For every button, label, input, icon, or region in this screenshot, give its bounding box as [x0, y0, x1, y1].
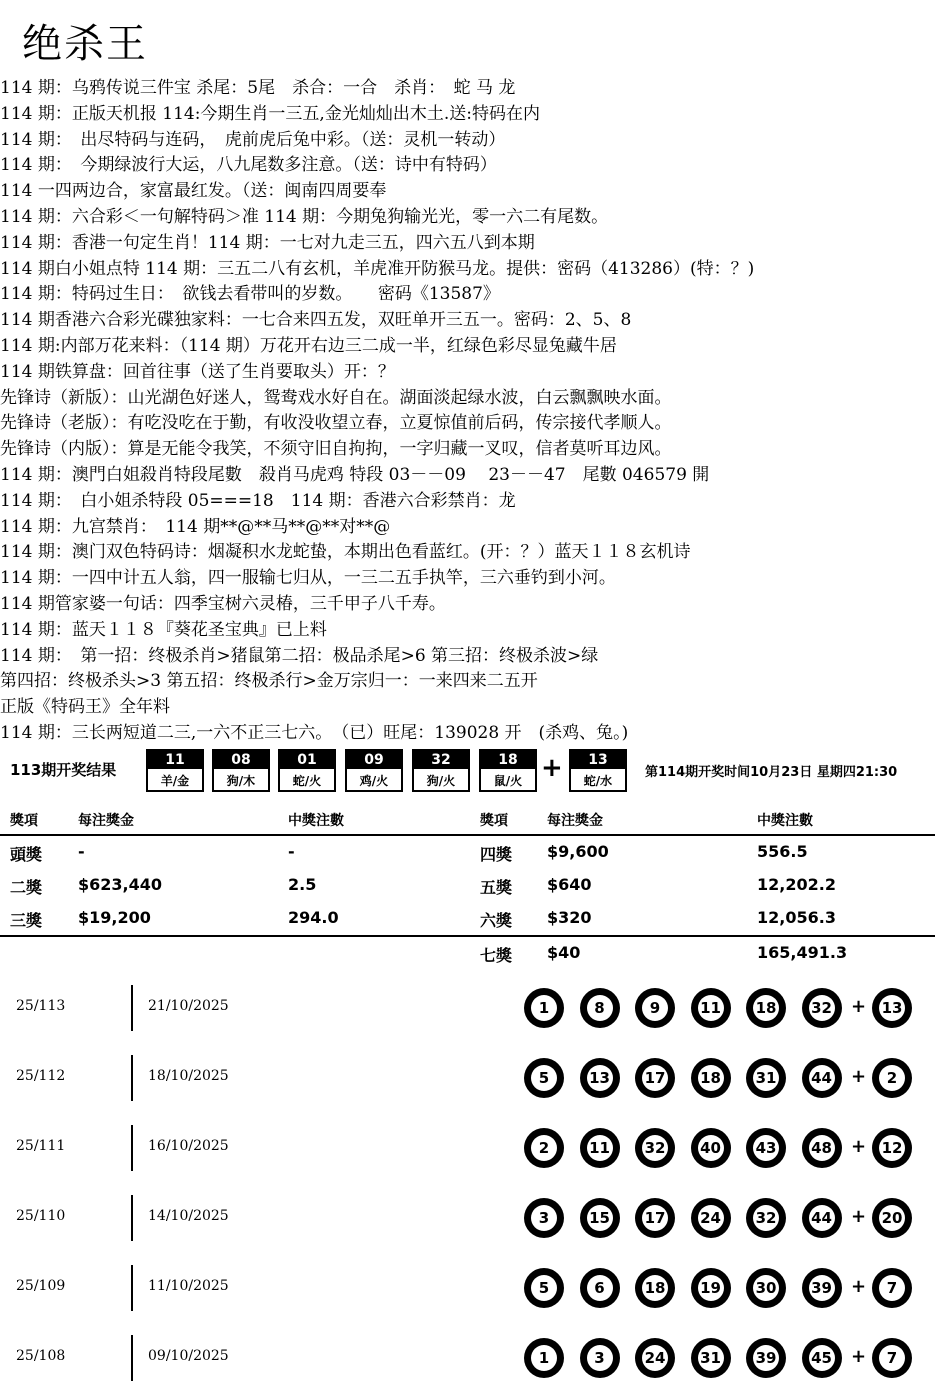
number-ball	[524, 1128, 564, 1168]
header-winners: 中獎注數	[288, 813, 344, 829]
plus-sign: +	[851, 1206, 867, 1227]
draw-ball	[212, 749, 270, 792]
prediction-line: 先锋诗（内版）：算是无能令我笑，不须守旧自拘拘，一字归藏一叉叹，信者莫听耳边风。	[0, 439, 672, 460]
ball-number: 39	[753, 1345, 779, 1371]
ball-number: 5	[531, 1275, 557, 1301]
ball-number: 8	[587, 995, 613, 1021]
prize-winners: 12,202.2	[757, 875, 836, 894]
draw-ball-zodiac: 狗/木	[214, 769, 268, 792]
draw-ball-zodiac: 羊/金	[148, 769, 202, 792]
ball-number: 30	[753, 1275, 779, 1301]
prize-amount: $9,600	[547, 842, 609, 861]
prize-name: 五獎	[480, 878, 513, 897]
draw-ball-number: 09	[347, 751, 401, 769]
plus-sign: +	[851, 996, 867, 1017]
draw-history	[0, 973, 935, 1393]
ball-number: 18	[642, 1275, 668, 1301]
history-row	[0, 1113, 935, 1183]
draw-ball-number: 18	[481, 751, 535, 769]
history-date: 14/10/2025	[148, 1208, 229, 1224]
header-winners: 中獎注數	[757, 813, 813, 829]
number-ball	[524, 988, 564, 1028]
prize-winners: 2.5	[288, 875, 317, 894]
prize-amount: $19,200	[78, 908, 151, 927]
ball-number: 2	[531, 1135, 557, 1161]
draw-ball	[278, 749, 336, 792]
draw-ball	[345, 749, 403, 792]
column-divider	[131, 1055, 133, 1101]
prediction-line: 114 期：香港一句定生肖！114 期：一七对九走三五，四六五八到本期	[0, 232, 535, 253]
next-draw-time: 第114期开奖时间10月23日 星期四21:30	[645, 765, 898, 780]
number-ball	[524, 1198, 564, 1238]
draw-ball-zodiac: 蛇/水	[571, 769, 625, 792]
ball-number: 32	[753, 1205, 779, 1231]
history-period: 25/111	[16, 1138, 66, 1154]
ball-number: 3	[587, 1345, 613, 1371]
prize-name: 頭獎	[10, 845, 43, 864]
prize-name: 四獎	[480, 845, 513, 864]
number-ball	[635, 1058, 675, 1098]
number-ball	[580, 1128, 620, 1168]
table-row	[0, 836, 935, 869]
ball-number: 45	[809, 1345, 835, 1371]
draw-ball-zodiac: 鸡/火	[347, 769, 401, 792]
prediction-line: 114 期：三长两短道二三,一六不正三七六。 （已）旺尾：139028 开 (杀鸡、兔。)	[0, 722, 629, 743]
history-date: 18/10/2025	[148, 1068, 229, 1084]
prediction-line: 114 期： 白小姐杀特段 05===18 114 期：香港六合彩禁肖：龙	[0, 490, 516, 511]
prediction-line: 114 期： 出尽特码与连码， 虎前虎后兔中彩。（送：灵机一转动）	[0, 129, 506, 150]
number-ball	[802, 1338, 842, 1378]
number-ball	[746, 1338, 786, 1378]
history-row	[0, 1043, 935, 1113]
plus-sign: +	[851, 1346, 867, 1367]
draw-label: 113期开奖结果	[10, 761, 117, 779]
ball-number: 9	[642, 995, 668, 1021]
number-ball	[691, 1198, 731, 1238]
prize-name: 六獎	[480, 911, 513, 930]
prediction-line: 114 期：九宫禁肖： 114 期**@**马**@**对**@	[0, 516, 391, 537]
number-ball	[635, 1198, 675, 1238]
prediction-line: 114 期白小姐点特 114 期：三五二八有玄机，羊虎准开防猴马龙。提供：密码（413286）(特：？)	[0, 258, 755, 279]
prediction-line: 114 期：澳門白姐殺肖特段尾數 殺肖马虎鸡 特段 03－－09 23－－47 尾數 046579 開	[0, 464, 710, 485]
history-period: 25/110	[16, 1208, 66, 1224]
ball-number: 24	[698, 1205, 724, 1231]
prize-name: 七獎	[480, 946, 513, 965]
number-ball	[746, 1198, 786, 1238]
table-row	[0, 869, 935, 902]
history-period: 25/108	[16, 1348, 66, 1364]
prize-name: 三獎	[10, 911, 43, 930]
ball-number: 17	[642, 1065, 668, 1091]
number-ball	[580, 1058, 620, 1098]
number-ball	[691, 1058, 731, 1098]
ball-number: 19	[698, 1275, 724, 1301]
number-ball	[635, 1338, 675, 1378]
column-divider	[131, 985, 133, 1031]
ball-number: 18	[753, 995, 779, 1021]
plus-sign: +	[851, 1136, 867, 1157]
draw-ball-number: 01	[280, 751, 334, 769]
number-ball	[524, 1268, 564, 1308]
prediction-line: 114 期：六合彩＜一句解特码＞准 114 期：今期兔狗输光光，零一六二有尾数。	[0, 206, 609, 227]
history-date: 09/10/2025	[148, 1348, 229, 1364]
special-ball	[872, 1198, 912, 1238]
draw-ball-zodiac: 鼠/火	[481, 769, 535, 792]
prediction-line: 114 期： 第一招：终极杀肖>猪鼠第二招：极品杀尾>6 第三招：终极杀波>绿	[0, 645, 599, 666]
prize-amount: $623,440	[78, 875, 163, 894]
ball-number: 20	[879, 1205, 905, 1231]
ball-number: 12	[879, 1135, 905, 1161]
prediction-line: 114 期：乌鸦传说三件宝 杀尾：5尾 杀合：一合 杀肖： 蛇 马 龙	[0, 78, 516, 98]
ball-number: 1	[531, 995, 557, 1021]
draw-ball	[146, 749, 204, 792]
ball-number: 18	[698, 1065, 724, 1091]
header-amount: 每注獎金	[547, 813, 603, 829]
number-ball	[746, 988, 786, 1028]
header-prize: 獎項	[10, 813, 38, 829]
special-ball	[872, 1268, 912, 1308]
history-row	[0, 973, 935, 1043]
history-period: 25/112	[16, 1068, 66, 1084]
history-row	[0, 1323, 935, 1393]
number-ball	[524, 1058, 564, 1098]
column-divider	[131, 1125, 133, 1171]
prediction-line: 114 期管家婆一句话：四季宝树六灵椿，三千甲子八千寿。	[0, 593, 446, 614]
ball-number: 48	[809, 1135, 835, 1161]
ball-number: 1	[531, 1345, 557, 1371]
table-row	[0, 937, 935, 970]
history-date: 11/10/2025	[148, 1278, 229, 1294]
prize-amount: $40	[547, 943, 581, 962]
history-date: 21/10/2025	[148, 998, 229, 1014]
prize-amount: $320	[547, 908, 592, 927]
draw-ball-number: 08	[214, 751, 268, 769]
ball-number: 39	[809, 1275, 835, 1301]
header-amount: 每注獎金	[78, 813, 134, 829]
draw-ball-zodiac: 蛇/火	[280, 769, 334, 792]
ball-number: 2	[879, 1065, 905, 1091]
draw-ball-number: 11	[148, 751, 202, 769]
ball-number: 6	[587, 1275, 613, 1301]
draw-ball-zodiac: 狗/火	[414, 769, 468, 792]
history-period: 25/113	[16, 998, 66, 1014]
prize-winners: 294.0	[288, 908, 339, 927]
number-ball	[802, 1128, 842, 1168]
ball-number: 13	[587, 1065, 613, 1091]
prize-name: 二獎	[10, 878, 43, 897]
special-ball	[872, 1058, 912, 1098]
prediction-line: 114 期：特码过生日： 欲钱去看带叫的岁数。 密码《13587》	[0, 284, 500, 305]
column-divider	[131, 1195, 133, 1241]
number-ball	[746, 1058, 786, 1098]
ball-number: 11	[587, 1135, 613, 1161]
prediction-line: 114 期：正版天机报 114:今期生肖一三五,金光灿灿出木土.送:特码在内	[0, 103, 540, 124]
ball-number: 7	[879, 1345, 905, 1371]
number-ball	[691, 1268, 731, 1308]
plus-sign: +	[851, 1276, 867, 1297]
number-ball	[635, 1268, 675, 1308]
column-divider	[131, 1335, 133, 1381]
prediction-line: 114 期：蓝天１１８『葵花圣宝典』已上料	[0, 619, 327, 640]
plus-sign: +	[851, 1066, 867, 1087]
page-title: 绝杀王	[22, 21, 148, 67]
prediction-line: 114 一四两边合，家富最红发。（送：闽南四周要奉	[0, 181, 387, 202]
number-ball	[580, 1198, 620, 1238]
prize-winners: -	[288, 842, 295, 861]
number-ball	[746, 1268, 786, 1308]
ball-number: 3	[531, 1205, 557, 1231]
ball-number: 40	[698, 1135, 724, 1161]
draw-ball	[479, 749, 537, 792]
prize-table	[0, 806, 935, 970]
draw-ball	[412, 749, 470, 792]
ball-number: 5	[531, 1065, 557, 1091]
ball-number: 11	[698, 995, 724, 1021]
number-ball	[691, 1128, 731, 1168]
prize-table-header	[0, 806, 935, 836]
prediction-line: 第四招：终极杀头>3 第五招：终极杀行>金万宗归一：一来四来二五开	[0, 671, 538, 692]
prediction-line: 114 期:内部万花来料：（114 期）万花开右边三二成一半，红绿色彩尽显兔藏牛居	[0, 335, 617, 356]
number-ball	[580, 1338, 620, 1378]
number-ball	[635, 988, 675, 1028]
ball-number: 44	[809, 1065, 835, 1091]
number-ball	[524, 1338, 564, 1378]
plus-sign: +	[541, 753, 563, 783]
number-ball	[802, 1198, 842, 1238]
prediction-lines	[0, 76, 935, 747]
draw-ball-number: 32	[414, 751, 468, 769]
prediction-line: 114 期香港六合彩光碟独家料：一七合来四五发，双旺单开三五一。密码：2、5、8	[0, 310, 632, 331]
column-divider	[131, 1265, 133, 1311]
special-ball	[872, 988, 912, 1028]
prize-winners: 165,491.3	[757, 943, 848, 962]
ball-number: 31	[698, 1345, 724, 1371]
prediction-line: 先锋诗（老版）：有吃没吃在于勤，有收没收望立春，立夏惊值前后码，传宗接代孝顺人。	[0, 413, 672, 434]
draw-result-strip	[0, 747, 935, 795]
history-date: 16/10/2025	[148, 1138, 229, 1154]
prize-amount: -	[78, 842, 85, 861]
number-ball	[635, 1128, 675, 1168]
prediction-line: 先锋诗（新版）：山光湖色好迷人，鸳鸯戏水好自在。湖面淡起绿水波，白云飘飘映水面。	[0, 387, 672, 408]
header-prize: 獎項	[480, 813, 508, 829]
prediction-line: 114 期铁算盘：回首往事（送了生肖要取头）开：？	[0, 361, 395, 382]
ball-number: 17	[642, 1205, 668, 1231]
number-ball	[746, 1128, 786, 1168]
ball-number: 24	[642, 1345, 668, 1371]
ball-number: 13	[879, 995, 905, 1021]
prediction-line: 正版《特码王》全年料	[0, 697, 170, 718]
number-ball	[580, 1268, 620, 1308]
prize-amount: $640	[547, 875, 592, 894]
number-ball	[580, 988, 620, 1028]
ball-number: 7	[879, 1275, 905, 1301]
ball-number: 32	[642, 1135, 668, 1161]
special-ball	[872, 1128, 912, 1168]
prize-winners: 12,056.3	[757, 908, 836, 927]
ball-number: 32	[809, 995, 835, 1021]
special-ball	[872, 1338, 912, 1378]
ball-number: 31	[753, 1065, 779, 1091]
prediction-line: 114 期：澳门双色特码诗：烟凝积水龙蛇蛰，本期出色看蓝红。(开：？）蓝天１１８玄机诗	[0, 542, 691, 563]
number-ball	[691, 988, 731, 1028]
number-ball	[802, 1058, 842, 1098]
prediction-line: 114 期：一四中计五人翁，四一服输七归从，一三二五手执竿，三六垂钓到小河。	[0, 568, 616, 589]
draw-ball-number: 13	[571, 751, 625, 769]
history-row	[0, 1253, 935, 1323]
ball-number: 15	[587, 1205, 613, 1231]
draw-special-ball	[569, 749, 627, 792]
number-ball	[802, 1268, 842, 1308]
number-ball	[691, 1338, 731, 1378]
prize-winners: 556.5	[757, 842, 808, 861]
prediction-line: 114 期： 今期绿波行大运，八九尾数多注意。（送：诗中有特码）	[0, 155, 497, 176]
history-period: 25/109	[16, 1278, 66, 1294]
history-row	[0, 1183, 935, 1253]
number-ball	[802, 988, 842, 1028]
table-row	[0, 902, 935, 937]
ball-number: 44	[809, 1205, 835, 1231]
ball-number: 43	[753, 1135, 779, 1161]
